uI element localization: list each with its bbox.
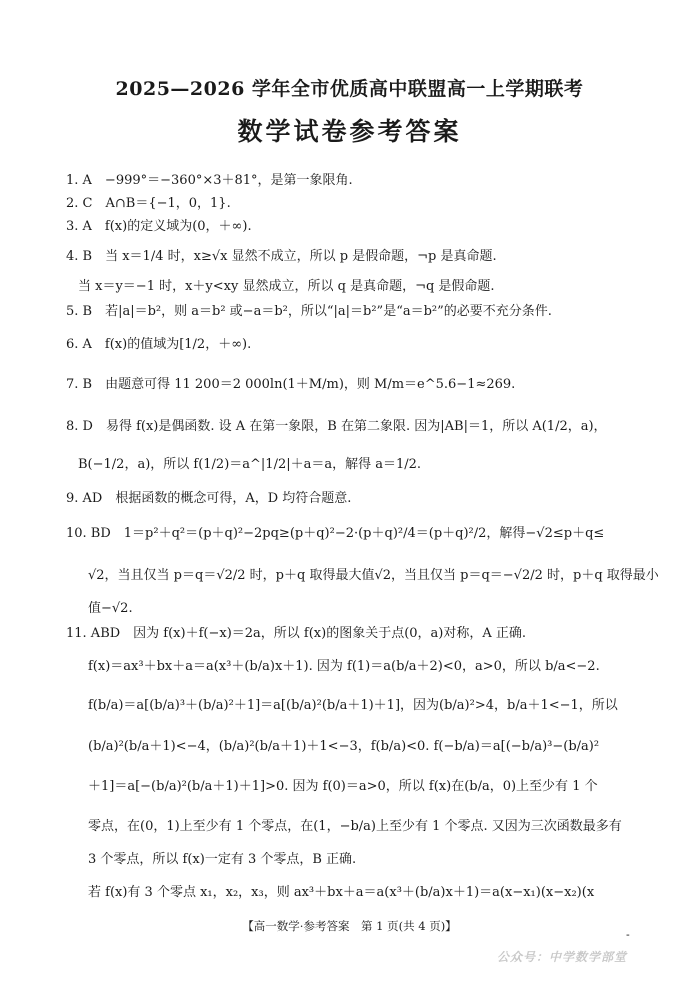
watermark: 公众号：中学数学部堂 xyxy=(497,950,628,964)
answer-line-6: 6. A f(x)的值域为[1/2，＋∞). xyxy=(66,337,252,352)
corner-mark: - xyxy=(626,928,630,941)
page-footer: 【高一数学·参考答案 第 1 页(共 4 页)】 xyxy=(242,919,457,933)
answer-line-4b: 当 x＝y＝−1 时，x＋y<xy 显然成立，所以 q 是真命题，¬q 是假命题. xyxy=(78,279,495,294)
answer-line-2: 2. C A∩B＝{−1，0，1}. xyxy=(66,196,231,211)
answer-line-1: 1. A −999°＝−360°×3＋81°，是第一象限角. xyxy=(66,173,353,188)
answer-line-8: 8. D 易得 f(x)是偶函数. 设 A 在第一象限，B 在第二象限. 因为|AB|＝1，所以 A(1/2，a)， xyxy=(66,419,607,434)
answer-line-11f: 零点，在(0，1)上至少有 1 个零点，在(1，−b/a)上至少有 1 个零点. 又因为三次函数最多有 xyxy=(88,819,622,834)
answer-line-7: 7. B 由题意可得 11 200＝2 000ln(1＋M/m)，则 M/m＝e^5.6−1≈269. xyxy=(66,377,516,392)
answer-line-11d: (b/a)²(b/a＋1)<−4，(b/a)²(b/a＋1)＋1<−3，f(b/a)<0. f(−b/a)＝a[(−b/a)³−(b/a)² xyxy=(88,739,600,754)
answer-line-11g: 3 个零点，所以 f(x)一定有 3 个零点，B 正确. xyxy=(88,852,357,867)
answer-line-3: 3. A f(x)的定义域为(0，＋∞). xyxy=(66,219,252,234)
answer-line-11c: f(b/a)＝a[(b/a)³＋(b/a)²＋1]＝a[(b/a)²(b/a＋1)＋1]，因为(b/a)²>4，b/a＋1<−1，所以 xyxy=(88,698,618,713)
answer-line-11b: f(x)＝ax³＋bx＋a＝a(x³＋(b/a)x＋1). 因为 f(1)＝a(b/a＋2)<0，a>0，所以 b/a<−2. xyxy=(88,659,600,674)
answer-line-10b: √2，当且仅当 p＝q＝√2/2 时，p＋q 取得最大值√2，当且仅当 p＝q＝−√2/2 时，p＋q 取得最小 xyxy=(88,568,659,583)
exam-title: 2025—2026 学年全市优质高中联盟高一上学期联考 xyxy=(115,78,584,100)
answer-line-11: 11. ABD 因为 f(x)＋f(−x)＝2a，所以 f(x)的图象关于点(0，a)对称，A 正确. xyxy=(66,626,527,641)
answer-line-8b: B(−1/2，a)，所以 f(1/2)＝a^|1/2|＋a＝a，解得 a＝1/2. xyxy=(78,457,422,472)
answer-line-5: 5. B 若|a|＝b²，则 a＝b² 或−a＝b²，所以“|a|＝b²”是“a＝b²”的必要不充分条件. xyxy=(66,304,552,319)
answer-line-10: 10. BD 1＝p²＋q²＝(p＋q)²−2pq≥(p＋q)²−2·(p＋q)²/4＝(p＋q)²/2，解得−√2≤p＋q≤ xyxy=(66,526,605,541)
answer-line-10c: 值−√2. xyxy=(88,601,133,616)
answer-line-4: 4. B 当 x＝1/4 时，x≥√x 显然不成立，所以 p 是假命题，¬p 是真命题. xyxy=(66,249,497,264)
answer-title: 数学试卷参考答案 xyxy=(237,117,462,146)
answer-line-11e: ＋1]＝a[−(b/a)²(b/a＋1)＋1]>0. 因为 f(0)＝a>0，所以 f(x)在(b/a，0)上至少有 1 个 xyxy=(88,779,598,794)
answer-line-11h: 若 f(x)有 3 个零点 x₁，x₂，x₃，则 ax³＋bx＋a＝a(x³＋(b/a)x＋1)＝a(x−x₁)(x−x₂)(x xyxy=(88,885,595,900)
answer-line-9: 9. AD 根据函数的概念可得，A，D 均符合题意. xyxy=(66,491,352,506)
